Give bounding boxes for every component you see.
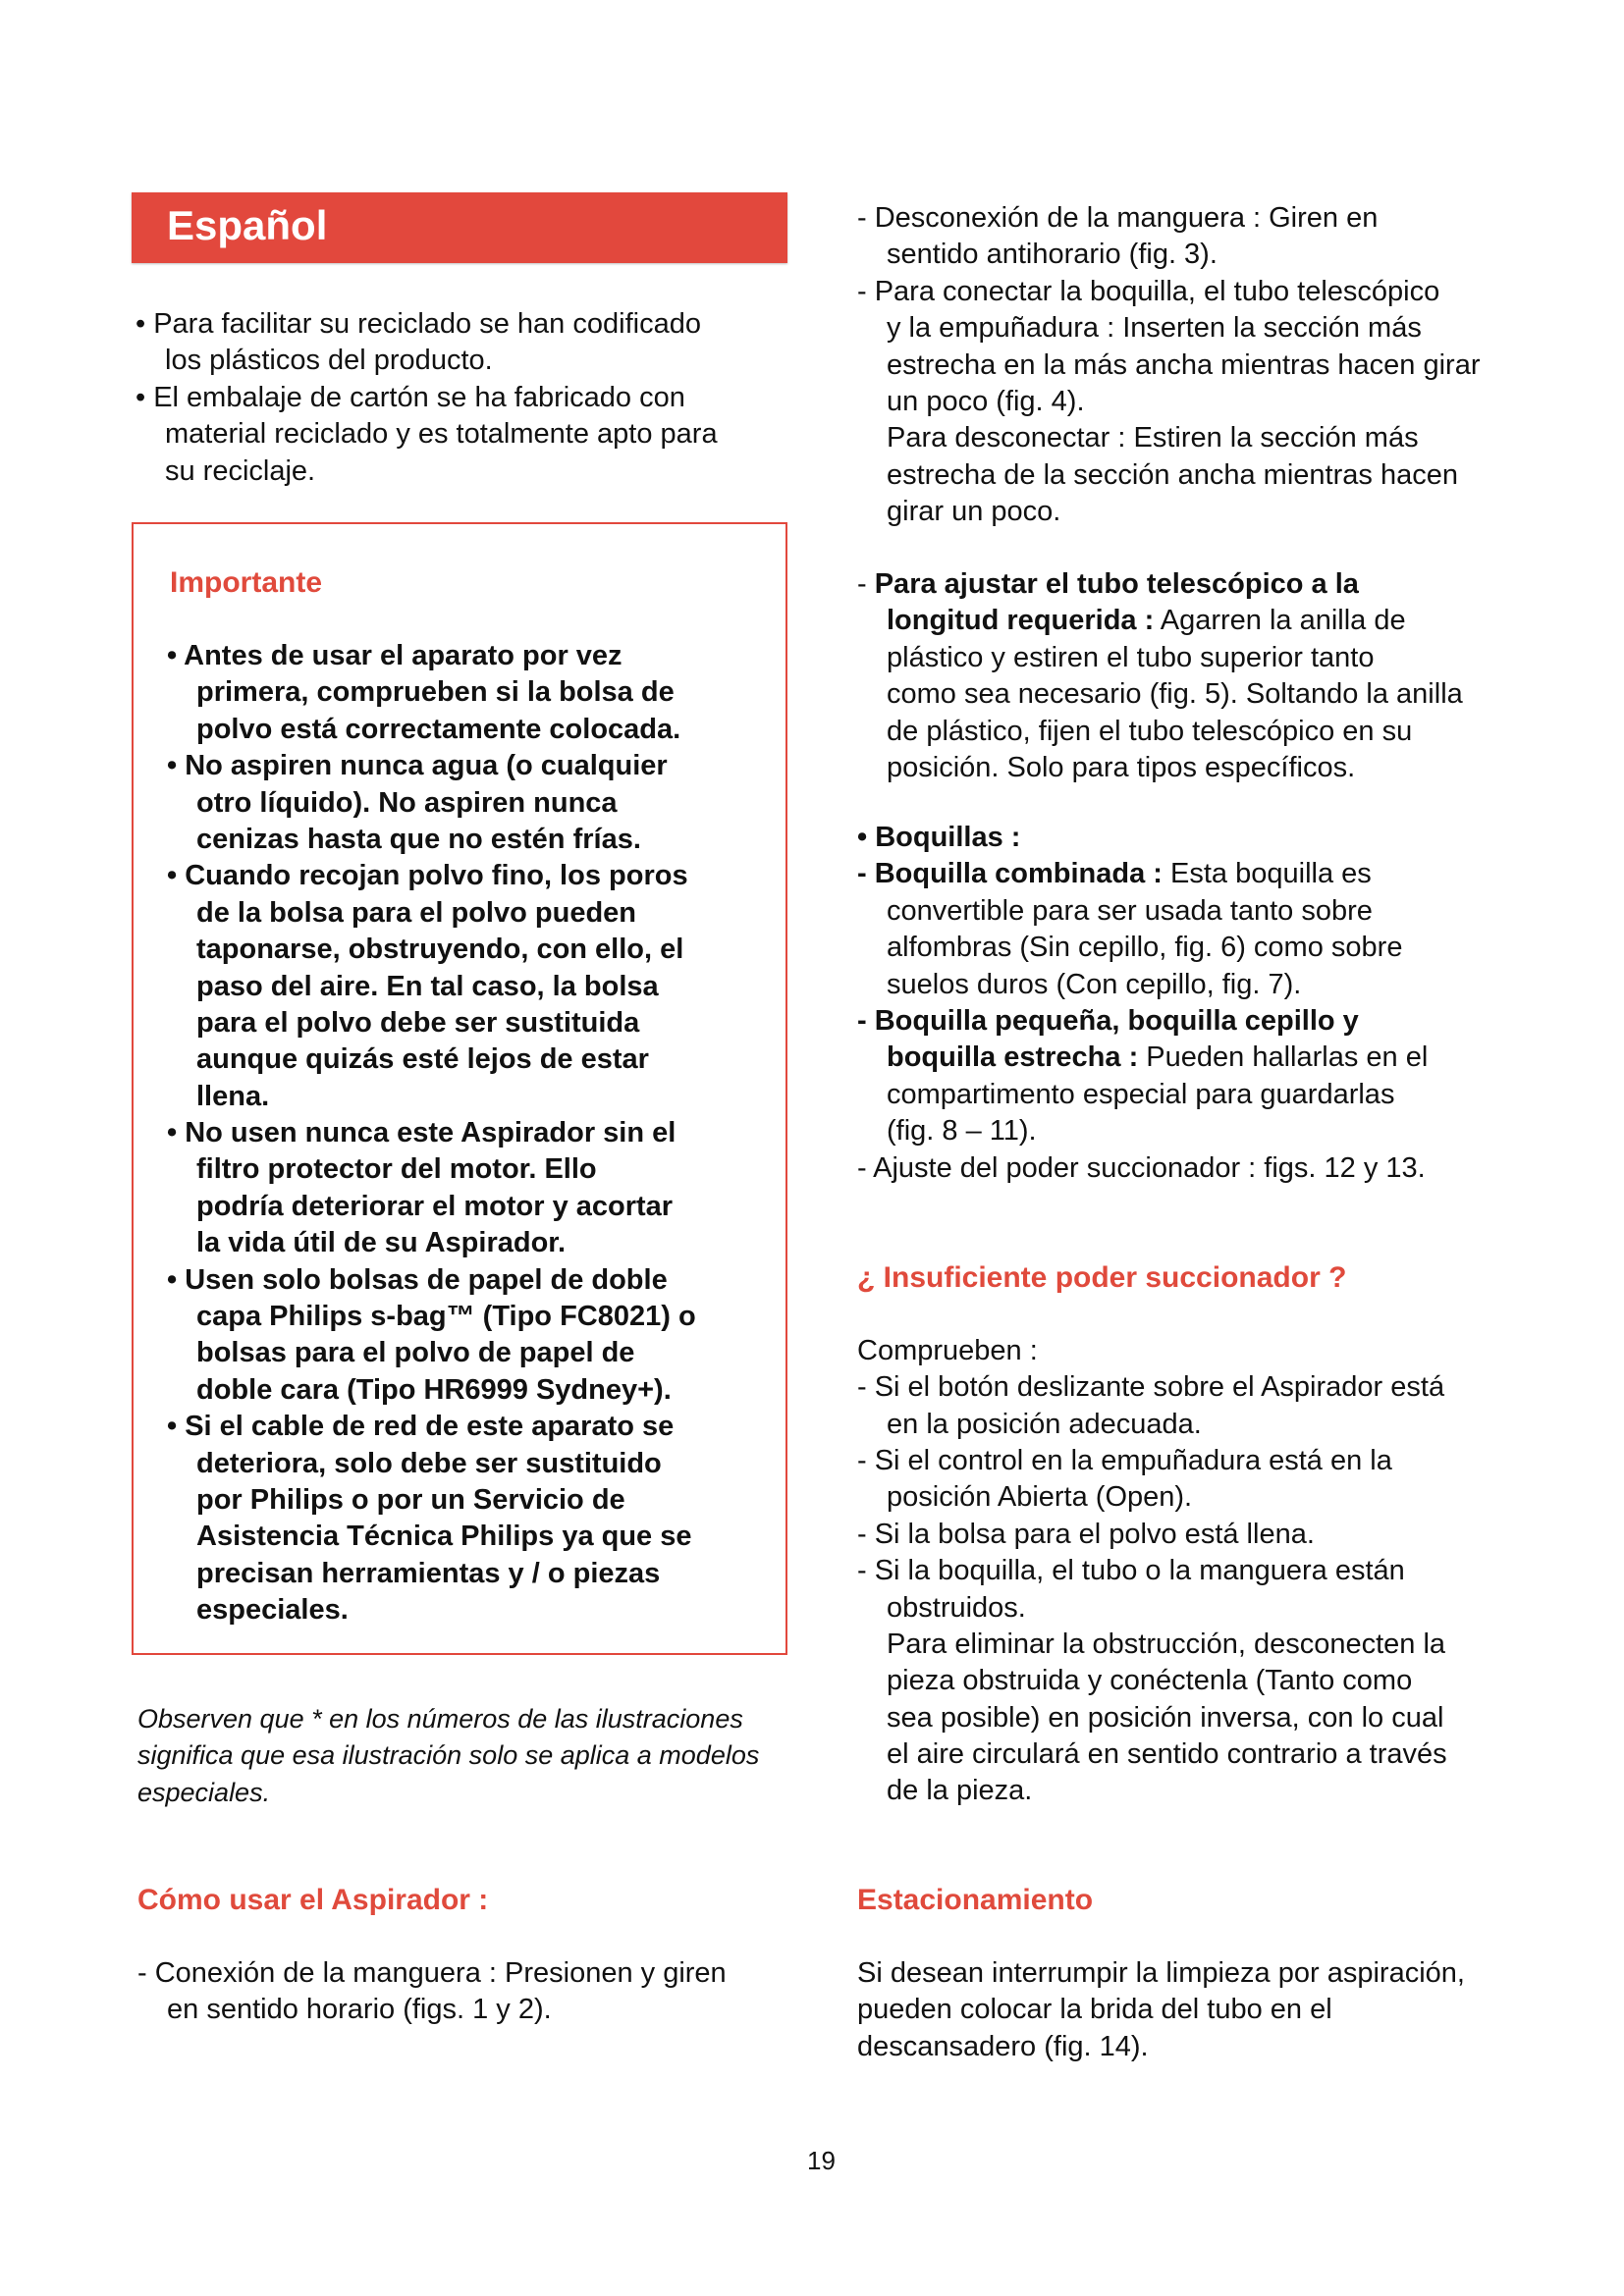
plain-text: Para eliminar la obstrucción, desconecten la xyxy=(887,1628,1446,1660)
text-line xyxy=(167,1299,696,1335)
text-line xyxy=(857,1700,1447,1736)
text-line xyxy=(857,1736,1447,1773)
recycling-notes xyxy=(135,306,718,490)
text-line xyxy=(135,454,718,490)
text-line xyxy=(857,714,1463,750)
plain-text: - Desconexión de la manguera : Giren en xyxy=(857,202,1379,234)
plain-text: posición. Solo para tipos específicos. xyxy=(887,751,1356,783)
text-line xyxy=(857,750,1463,786)
text-line xyxy=(137,1918,727,1954)
plain-text: Observen que * en los números de las ilustraciones xyxy=(137,1704,743,1734)
plain-text: significa que esa ilustración solo se aplica a modelos xyxy=(137,1740,760,1771)
text-line xyxy=(857,1077,1428,1113)
text-line xyxy=(857,1955,1465,1992)
plain-text: Agarren la anilla de xyxy=(1154,605,1406,637)
text-line xyxy=(167,1592,696,1629)
text-line xyxy=(857,1992,1465,2028)
bold-text: bolsas para el polvo de papel de xyxy=(196,1337,635,1369)
plain-text: de plástico, fijen el tubo telescópico en su xyxy=(887,715,1413,747)
plain-text: Para desconectar : Estiren la sección más xyxy=(887,422,1419,454)
text-line xyxy=(857,384,1480,420)
bold-text: Asistencia Técnica Philips ya que se xyxy=(196,1521,692,1553)
bold-text: de la bolsa para el polvo pueden xyxy=(196,896,636,929)
plain-text: • Para facilitar su reciclado se han codificado xyxy=(135,308,701,340)
bold-text: por Philips o por un Servicio de xyxy=(196,1483,625,1516)
bold-text: • No aspiren nunca agua (o cualquier xyxy=(167,750,668,782)
text-line xyxy=(167,1372,696,1409)
plain-text: compartimento especial para guardarlas xyxy=(887,1078,1395,1110)
section-heading xyxy=(857,1882,1465,1918)
plain-text: Esta boquilla es xyxy=(1162,858,1372,890)
section-heading xyxy=(857,1259,1447,1296)
parking-section xyxy=(857,1882,1465,2065)
text-line xyxy=(167,1482,696,1519)
nozzles-section xyxy=(857,820,1428,1187)
text-line xyxy=(857,1773,1447,1809)
bold-text: • Antes de usar el aparato por vez xyxy=(167,640,623,671)
plain-text: material reciclado y es totalmente apto para xyxy=(165,418,718,451)
text-line xyxy=(167,858,696,894)
plain-text: (fig. 8 – 11). xyxy=(887,1115,1037,1148)
language-title: Español xyxy=(167,202,328,248)
plain-text: alfombras (Sin cepillo, fig. 6) como sobre xyxy=(887,932,1403,964)
plain-text: el aire circulará en sentido contrario a través xyxy=(887,1738,1447,1771)
text-line xyxy=(857,2029,1465,2065)
text-line xyxy=(857,1627,1447,1663)
bold-text: aunque quizás esté lejos de estar xyxy=(196,1043,649,1076)
text-line xyxy=(857,457,1480,494)
bold-text: • Si el cable de red de este aparato se xyxy=(167,1411,675,1443)
text-line xyxy=(167,1079,696,1115)
text-line xyxy=(857,820,1428,856)
text-line xyxy=(857,967,1428,1003)
bold-text: - Boquilla pequeña, boquilla cepillo y xyxy=(857,1004,1359,1037)
bold-text: taponarse, obstruyendo, con ello, el xyxy=(196,934,684,966)
plain-text: ¿ Insuficiente poder succionador ? xyxy=(857,1261,1347,1294)
text-line xyxy=(857,274,1480,310)
plain-text: pueden colocar la brida del tubo en el xyxy=(857,1994,1332,2026)
plain-text: descansadero (fig. 14). xyxy=(857,2030,1149,2062)
plain-text: convertible para ser usada tanto sobre xyxy=(887,894,1373,927)
text-line xyxy=(857,1479,1447,1516)
text-line xyxy=(167,822,696,858)
illustration-note xyxy=(137,1701,759,1811)
plain-text: - Ajuste del poder succionador : figs. 12 y 13. xyxy=(857,1151,1426,1184)
text-line xyxy=(167,1115,696,1151)
text-line xyxy=(857,640,1463,676)
bold-text: otro líquido). No aspiren nunca xyxy=(196,786,618,819)
text-line xyxy=(167,932,696,968)
text-line xyxy=(857,1407,1447,1443)
bold-text: cenizas hasta que no estén frías. xyxy=(196,823,641,855)
telescopic-tube-section xyxy=(857,566,1463,786)
section-heading xyxy=(170,564,322,601)
bold-text: • Boquillas : xyxy=(857,822,1021,853)
bold-text: especiales. xyxy=(196,1594,349,1627)
text-line xyxy=(137,1955,727,1992)
bold-text: la vida útil de su Aspirador. xyxy=(196,1227,567,1259)
text-line xyxy=(857,1918,1465,1954)
text-line xyxy=(857,1663,1447,1699)
text-line xyxy=(167,1262,696,1299)
how-to-use-section xyxy=(137,1882,727,2029)
text-line xyxy=(857,1296,1447,1332)
bold-text: primera, comprueben si la bolsa de xyxy=(196,676,675,709)
text-line xyxy=(167,1335,696,1371)
text-line xyxy=(857,1040,1428,1076)
text-line xyxy=(857,856,1428,892)
important-list xyxy=(167,638,696,1629)
text-line xyxy=(857,676,1463,713)
plain-text: en sentido horario (figs. 1 y 2). xyxy=(167,1994,552,2026)
page-number: 19 xyxy=(807,2146,836,2175)
bold-text: • Cuando recojan polvo fino, los poros xyxy=(167,860,688,892)
text-line xyxy=(137,1775,759,1811)
text-line xyxy=(135,306,718,343)
text-line xyxy=(857,1150,1428,1187)
text-line xyxy=(167,1409,696,1445)
plain-text: suelos duros (Con cepillo, fig. 7). xyxy=(887,968,1302,1000)
bold-text: deteriora, solo debe ser sustituido xyxy=(196,1447,662,1479)
plain-text: girar un poco. xyxy=(887,496,1061,528)
bold-text: para el polvo debe ser sustituida xyxy=(196,1006,640,1039)
plain-text: sea posible) en posición inversa, con lo cual xyxy=(887,1701,1444,1734)
text-line xyxy=(167,1151,696,1188)
plain-text: los plásticos del producto. xyxy=(165,345,493,377)
text-line xyxy=(167,1446,696,1482)
text-line xyxy=(167,1225,696,1261)
bold-text: capa Philips s-bag™ (Tipo FC8021) o xyxy=(196,1301,696,1333)
bold-text: boquilla estrecha : xyxy=(887,1041,1139,1074)
plain-text: Si desean interrumpir la limpieza por aspiración, xyxy=(857,1956,1465,1989)
plain-text: - Para conectar la boquilla, el tubo telescópico xyxy=(857,275,1440,307)
text-line xyxy=(857,420,1480,456)
bold-text: polvo está correctamente colocada. xyxy=(196,713,681,745)
bold-text: podría deteriorar el motor y acortar xyxy=(196,1190,674,1222)
text-line xyxy=(167,748,696,784)
text-line xyxy=(857,310,1480,347)
plain-text: pieza obstruida y conéctenla (Tanto como xyxy=(887,1665,1413,1697)
text-line xyxy=(135,416,718,453)
plain-text: - Si el control en la empuñadura está en la xyxy=(857,1444,1392,1476)
text-line xyxy=(167,1005,696,1041)
text-line xyxy=(167,1189,696,1225)
text-line xyxy=(857,347,1480,384)
text-line xyxy=(857,893,1428,930)
text-line xyxy=(167,712,696,748)
text-line xyxy=(857,1003,1428,1040)
plain-text: en la posición adecuada. xyxy=(887,1408,1202,1440)
text-line xyxy=(857,1113,1428,1149)
bold-text: longitud requerida : xyxy=(887,605,1155,637)
text-line xyxy=(857,566,1463,603)
suction-section xyxy=(857,1259,1447,1810)
plain-text: su reciclaje. xyxy=(165,454,316,487)
bold-text: filtro protector del motor. Ello xyxy=(196,1153,597,1186)
text-line xyxy=(857,200,1480,237)
plain-text: posición Abierta (Open). xyxy=(887,1481,1193,1514)
plain-text: sentido antihorario (fig. 3). xyxy=(887,239,1218,271)
text-line xyxy=(137,1737,759,1774)
bold-text: • No usen nunca este Aspirador sin el xyxy=(167,1117,677,1149)
plain-text: - Si la boquilla, el tubo o la manguera están xyxy=(857,1555,1405,1587)
plain-text: de la pieza. xyxy=(887,1775,1033,1807)
dash: - xyxy=(857,568,875,600)
bold-text: precisan herramientas y / o piezas xyxy=(196,1557,661,1589)
plain-text: Comprueben : xyxy=(857,1334,1038,1366)
plain-text: • El embalaje de cartón se ha fabricado con xyxy=(135,381,685,413)
text-line xyxy=(167,638,696,674)
text-line xyxy=(857,603,1463,639)
bold-text: doble cara (Tipo HR6999 Sydney+). xyxy=(196,1373,672,1406)
hose-connection-section xyxy=(857,200,1480,531)
bold-text: llena. xyxy=(196,1080,270,1112)
plain-text: como sea necesario (fig. 5). Soltando la anilla xyxy=(887,678,1463,711)
text-line xyxy=(135,343,718,379)
plain-text: obstruidos. xyxy=(887,1591,1026,1624)
text-line xyxy=(167,969,696,1005)
section-heading xyxy=(137,1882,727,1918)
bold-text: - Boquilla combinada : xyxy=(857,858,1163,890)
text-line xyxy=(857,1443,1447,1479)
bold-text: paso del aire. En tal caso, la bolsa xyxy=(196,970,659,1002)
text-line xyxy=(167,1041,696,1078)
text-line xyxy=(857,930,1428,966)
plain-text: Estacionamiento xyxy=(857,1884,1094,1916)
plain-text: Importante xyxy=(170,566,323,599)
plain-text: - Si la bolsa para el polvo está llena. xyxy=(857,1518,1315,1550)
language-header xyxy=(132,192,787,263)
plain-text: plástico y estiren el tubo superior tanto xyxy=(887,641,1375,673)
text-line xyxy=(167,785,696,822)
bold-text: Para ajustar el tubo telescópico a la xyxy=(874,568,1359,600)
plain-text: Pueden hallarlas en el xyxy=(1138,1041,1429,1074)
text-line xyxy=(137,1992,727,2028)
plain-text: Cómo usar el Aspirador : xyxy=(137,1884,489,1916)
important-heading xyxy=(170,564,322,601)
text-line xyxy=(167,1519,696,1555)
plain-text: y la empuñadura : Inserten la sección más xyxy=(887,312,1422,345)
text-line xyxy=(167,895,696,932)
text-line xyxy=(137,1701,759,1737)
plain-text: estrecha en la más ancha mientras hacen girar xyxy=(887,348,1481,381)
text-line xyxy=(857,237,1480,273)
plain-text: - Conexión de la manguera : Presionen y giren xyxy=(137,1956,727,1989)
text-line xyxy=(857,1333,1447,1369)
bold-text: • Usen solo bolsas de papel de doble xyxy=(167,1263,668,1296)
text-line xyxy=(857,1369,1447,1406)
text-line xyxy=(857,1590,1447,1627)
text-line xyxy=(857,1517,1447,1553)
text-line xyxy=(857,1553,1447,1589)
text-line xyxy=(135,380,718,416)
plain-text: - Si el botón deslizante sobre el Aspirador está xyxy=(857,1371,1445,1404)
text-line xyxy=(857,494,1480,530)
text-line xyxy=(167,674,696,711)
plain-text: especiales. xyxy=(137,1777,271,1807)
plain-text: estrecha de la sección ancha mientras hacen xyxy=(887,458,1458,491)
text-line xyxy=(167,1556,696,1592)
plain-text: un poco (fig. 4). xyxy=(887,385,1085,417)
